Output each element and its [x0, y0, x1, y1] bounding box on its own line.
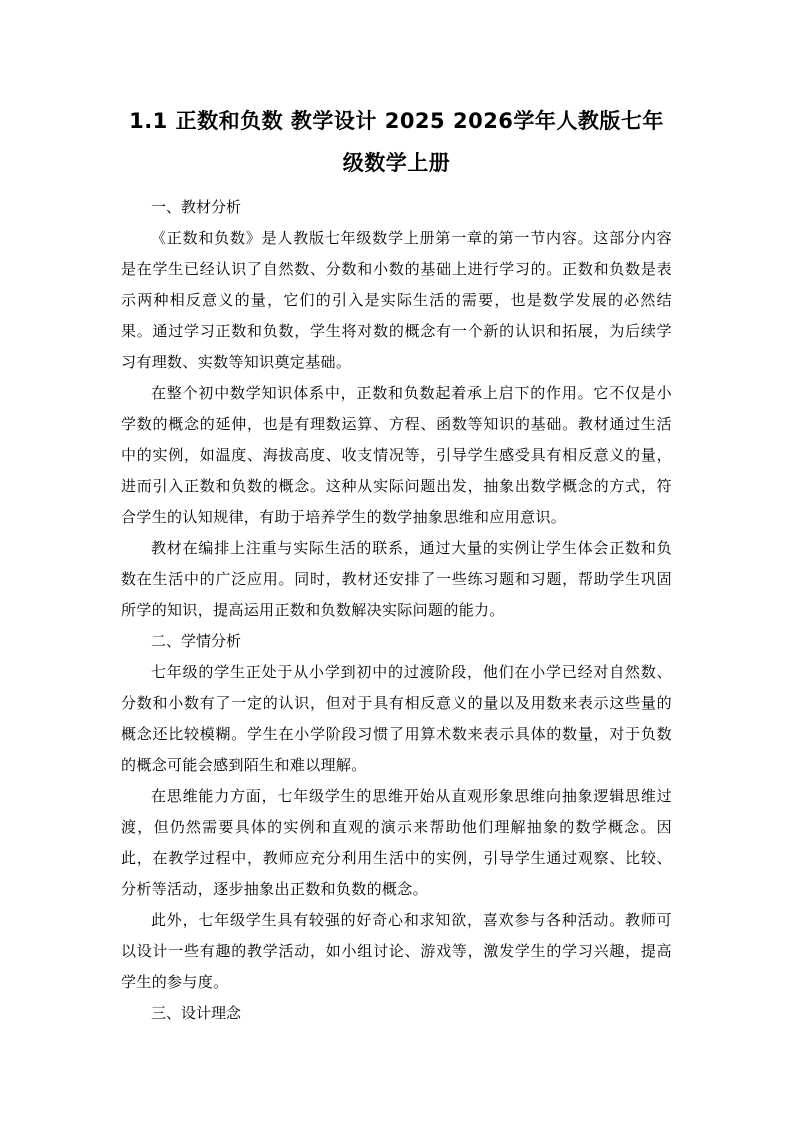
paragraph: 七年级的学生正处于从小学到初中的过渡阶段，他们在小学已经对自然数、分数和小数有了一定的认识，但对于具有相反意义的量以及用数来表示这些量的概念还比较模糊。学生在小学阶段习惯了用算术数来表示具体的数量，对于负数的概念可能会感到陌生和难以理解。 — [121, 663, 672, 774]
paragraph: 在整个初中数学知识体系中，正数和负数起着承上启下的作用。它不仅是小学数的概念的延伸，也是有理数运算、方程、函数等知识的基础。教材通过生活中的实例，如温度、海拔高度、收支情况等，引导学生感受具有相反意义的量，进而引入正数和负数的概念。这种从实际问题出发，抽象出数学概念的方式，符合学生的认知规律，有助于培养学生的数学抽象思维和应用意识。 — [121, 384, 672, 526]
section-textbook-analysis — [121, 192, 672, 626]
section-heading: 三、设计理念 — [151, 1004, 242, 1022]
paragraph: 《正数和负数》是人教版七年级数学上册第一章的第一节内容。这部分内容是在学生已经认识了自然数、分数和小数的基础上进行学习的。正数和负数是表示两种相反意义的量，它们的引入是实际生活的需要，也是数学发展的必然结果。通过学习正数和负数，学生将对数的概念有一个新的认识和拓展，为后续学习有理数、实数等知识奠定基础。 — [121, 229, 672, 371]
section-design-concept — [121, 998, 672, 1029]
paragraph: 此外，七年级学生具有较强的好奇心和求知欲，喜欢参与各种活动。教师可以设计一些有趣的教学活动，如小组讨论、游戏等，激发学生的学习兴趣，提高学生的参与度。 — [121, 911, 672, 991]
section-heading: 二、学情分析 — [151, 632, 242, 650]
document-body — [121, 192, 672, 1029]
section-heading: 一、教材分析 — [151, 198, 242, 216]
paragraph: 在思维能力方面，七年级学生的思维开始从直观形象思维向抽象逻辑思维过渡，但仍然需要具体的实例和直观的演示来帮助他们理解抽象的数学概念。因此，在教学过程中，教师应充分利用生活中的实例，引导学生通过观察、比较、分析等活动，逐步抽象出正数和负数的概念。 — [121, 787, 672, 898]
document-title: 1.1 正数和负数 教学设计 2025 2026学年人教版七年级数学上册 — [129, 109, 664, 175]
section-student-analysis — [121, 626, 672, 998]
paragraph: 教材在编排上注重与实际生活的联系，通过大量的实例让学生体会正数和负数在生活中的广泛应用。同时，教材还安排了一些练习题和习题，帮助学生巩固所学的知识，提高运用正数和负数解决实际问题的能力。 — [121, 539, 672, 619]
